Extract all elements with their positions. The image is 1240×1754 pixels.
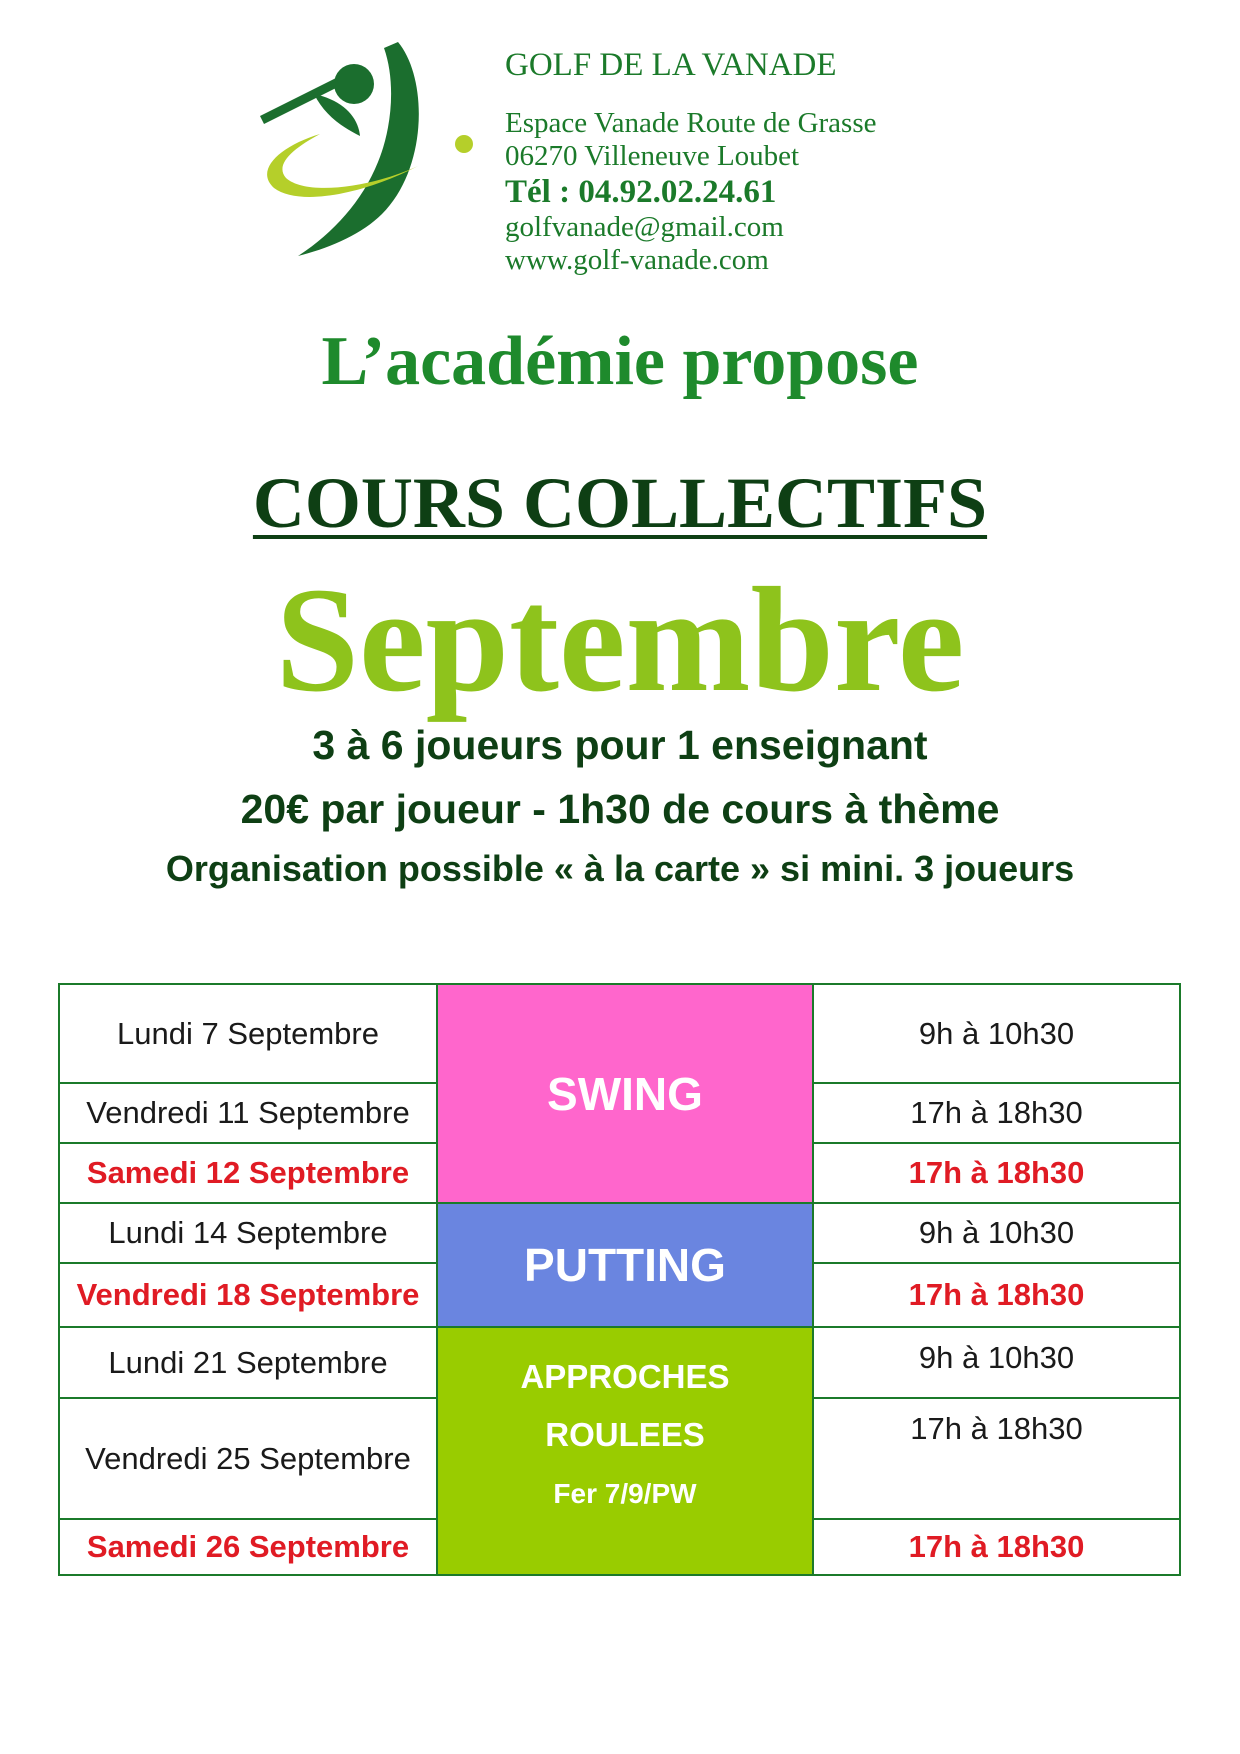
- time-text: 17h à 18h30: [908, 1277, 1085, 1312]
- time-text: 9h à 10h30: [918, 1215, 1075, 1250]
- date-text: Vendredi 18 Septembre: [76, 1277, 420, 1312]
- time-cell: [812, 1202, 1181, 1264]
- time-text: 9h à 10h30: [918, 1015, 1075, 1051]
- info-price: 20€ par joueur - 1h30 de cours à thème: [240, 786, 1000, 832]
- schedule-table: [58, 983, 1181, 1576]
- time-cell: [812, 1326, 1181, 1399]
- theme-approches-label: APPROCHES: [520, 1358, 730, 1395]
- theme-putting: [436, 1202, 814, 1328]
- website-link[interactable]: www.golf-vanade.com: [505, 244, 769, 276]
- date-text: Lundi 14 Septembre: [108, 1215, 388, 1250]
- theme-putting-label: PUTTING: [524, 1239, 726, 1291]
- date-cell-highlight: [58, 1518, 438, 1576]
- date-text: Samedi 12 Septembre: [86, 1155, 410, 1190]
- date-cell: [58, 1397, 438, 1520]
- theme-approches: [436, 1326, 814, 1576]
- theme-approches-label-2: ROULEES: [545, 1416, 705, 1453]
- month-heading: Septembre: [275, 557, 965, 723]
- date-text: Samedi 26 Septembre: [86, 1529, 410, 1564]
- theme-approches-clubs: Fer 7/9/PW: [553, 1478, 697, 1509]
- date-text: Vendredi 25 Septembre: [85, 1440, 411, 1476]
- time-cell-highlight: [812, 1518, 1181, 1576]
- date-cell-highlight: [58, 1262, 438, 1328]
- date-text: Lundi 7 Septembre: [117, 1015, 379, 1051]
- date-text: Vendredi 11 Septembre: [86, 1095, 410, 1130]
- address-line-1: Espace Vanade Route de Grasse: [505, 107, 877, 139]
- date-text: Lundi 21 Septembre: [108, 1344, 388, 1380]
- time-cell-highlight: [812, 1262, 1181, 1328]
- club-name: GOLF DE LA VANADE: [505, 47, 837, 83]
- phone-number: Tél : 04.92.02.24.61: [505, 174, 777, 210]
- time-cell: [812, 1397, 1181, 1520]
- date-cell: [58, 1202, 438, 1264]
- date-cell: [58, 1082, 438, 1144]
- time-text: 9h à 10h30: [918, 1340, 1075, 1375]
- cours-collectifs-text: COURS COLLECTIFS: [252, 463, 988, 543]
- time-text: 17h à 18h30: [908, 1529, 1085, 1564]
- time-cell-highlight: [812, 1142, 1181, 1204]
- contact-block: [505, 45, 877, 277]
- time-text: 17h à 18h30: [908, 1155, 1085, 1190]
- time-text: 17h à 18h30: [910, 1095, 1083, 1130]
- email-address[interactable]: golfvanade@gmail.com: [505, 211, 784, 243]
- golf-logo-icon: [250, 38, 480, 268]
- academy-heading: L’académie propose: [321, 323, 919, 400]
- info-players: 3 à 6 joueurs pour 1 enseignant: [312, 722, 928, 768]
- info-organisation: Organisation possible « à la carte » si mini. 3 joueurs: [165, 848, 1075, 889]
- cours-collectifs-heading: [0, 462, 1240, 545]
- theme-swing-label: SWING: [547, 1067, 703, 1120]
- address-line-2: 06270 Villeneuve Loubet: [505, 140, 800, 172]
- time-text: 17h à 18h30: [910, 1411, 1083, 1446]
- theme-swing: [436, 983, 814, 1204]
- time-cell: [812, 983, 1181, 1084]
- time-cell: [812, 1082, 1181, 1144]
- date-cell-highlight: [58, 1142, 438, 1204]
- date-cell: [58, 983, 438, 1084]
- date-cell: [58, 1326, 438, 1399]
